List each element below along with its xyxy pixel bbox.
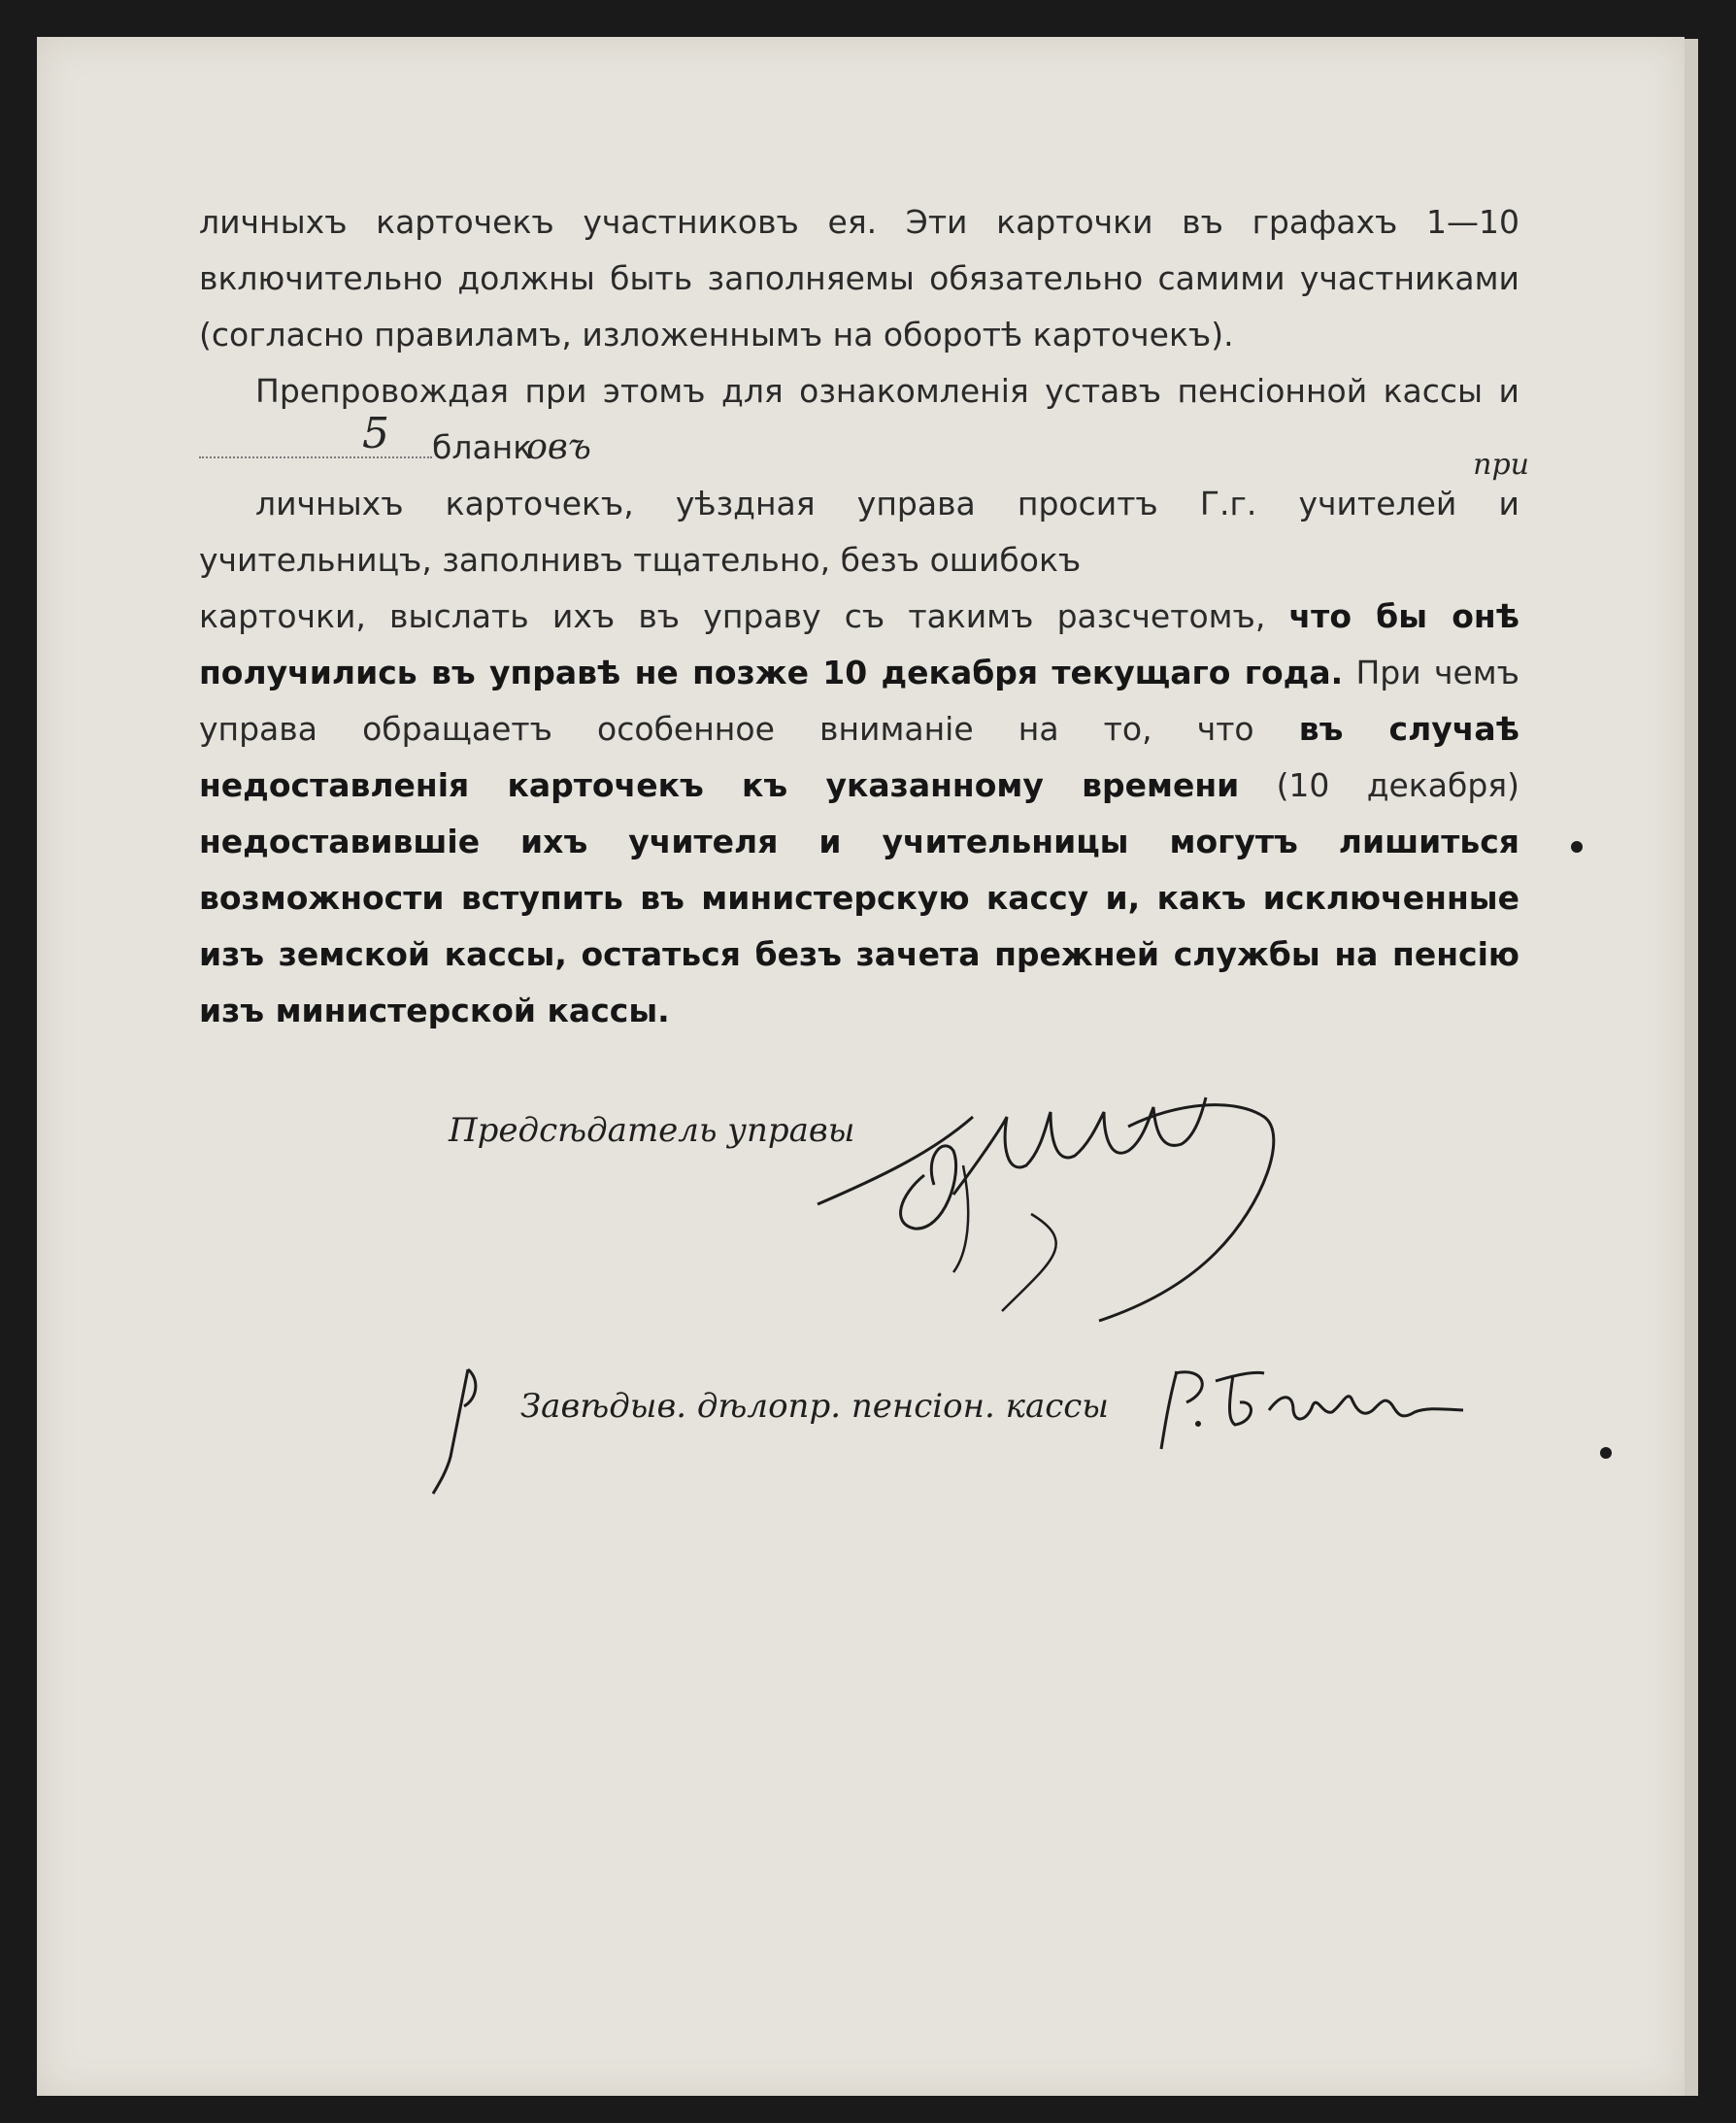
signature-block: [449, 1097, 1614, 1534]
blank-field-quantity: [199, 409, 432, 458]
request-text: личныхъ карточекъ, уѣздная управа проситъ Г.г. учителей и учительницъ, заполнивъ тщательно, безъ ошибокъ: [199, 485, 1519, 579]
attention-text: При чемъ управа обращаетъ особенное вниманіе на то, что: [199, 654, 1519, 748]
chairman-signature: [808, 1059, 1352, 1331]
date-parenthetical: (10 декабря): [1276, 766, 1519, 804]
handwritten-suffix: овъ: [526, 427, 591, 467]
paragraph-2-intro: Препровождая при этомъ для ознакомленія уставъ пенсіонной кассы и: [255, 372, 1519, 410]
send-instruction: карточки, выслать ихъ въ управу съ такимъ разсчетомъ,: [199, 597, 1266, 635]
blank-word: бланк: [432, 428, 533, 466]
chairman-label: Предсѣдатель управы: [449, 1111, 855, 1150]
binding-hole-mark: [1571, 841, 1583, 853]
clerk-label: Завѣдыв. дѣлопр. пенсіон. кассы: [520, 1387, 1109, 1426]
binding-hole-mark: [1600, 1447, 1612, 1459]
deadline-bold: что бы онѣ получились въ управѣ не позже 10 декабря текущаго года.: [199, 597, 1519, 691]
clerk-signature: [1148, 1352, 1468, 1459]
paragraph-1-text: личныхъ карточекъ участниковъ ея. Эти карточки въ графахъ 1—10 включительно должны быть заполняемы обязательно самими участниками (согласно правиламъ, изложеннымъ на оборотѣ карточекъ).: [199, 203, 1519, 354]
clerk-initial-mark: [429, 1360, 497, 1496]
handwritten-number: 5: [362, 409, 389, 458]
request-text-wrapper: [199, 448, 1529, 589]
letter-body: [199, 194, 1529, 1039]
handwritten-insertion: при: [1473, 448, 1529, 482]
warning-bold-1: въ случаѣ недоставленія карточекъ къ указанному времени: [199, 710, 1519, 804]
paper-edge: [1685, 39, 1698, 2096]
paragraph-2: [199, 363, 1529, 1039]
paragraph-1: [199, 194, 1519, 363]
warning-bold-2: недоставившіе ихъ учителя и учительницы могутъ лишиться возможности вступить въ министерскую кассу и, какъ исключенные изъ земской кассы, остаться безъ зачета прежней службы на пенсію изъ министерской кассы.: [199, 823, 1519, 1029]
